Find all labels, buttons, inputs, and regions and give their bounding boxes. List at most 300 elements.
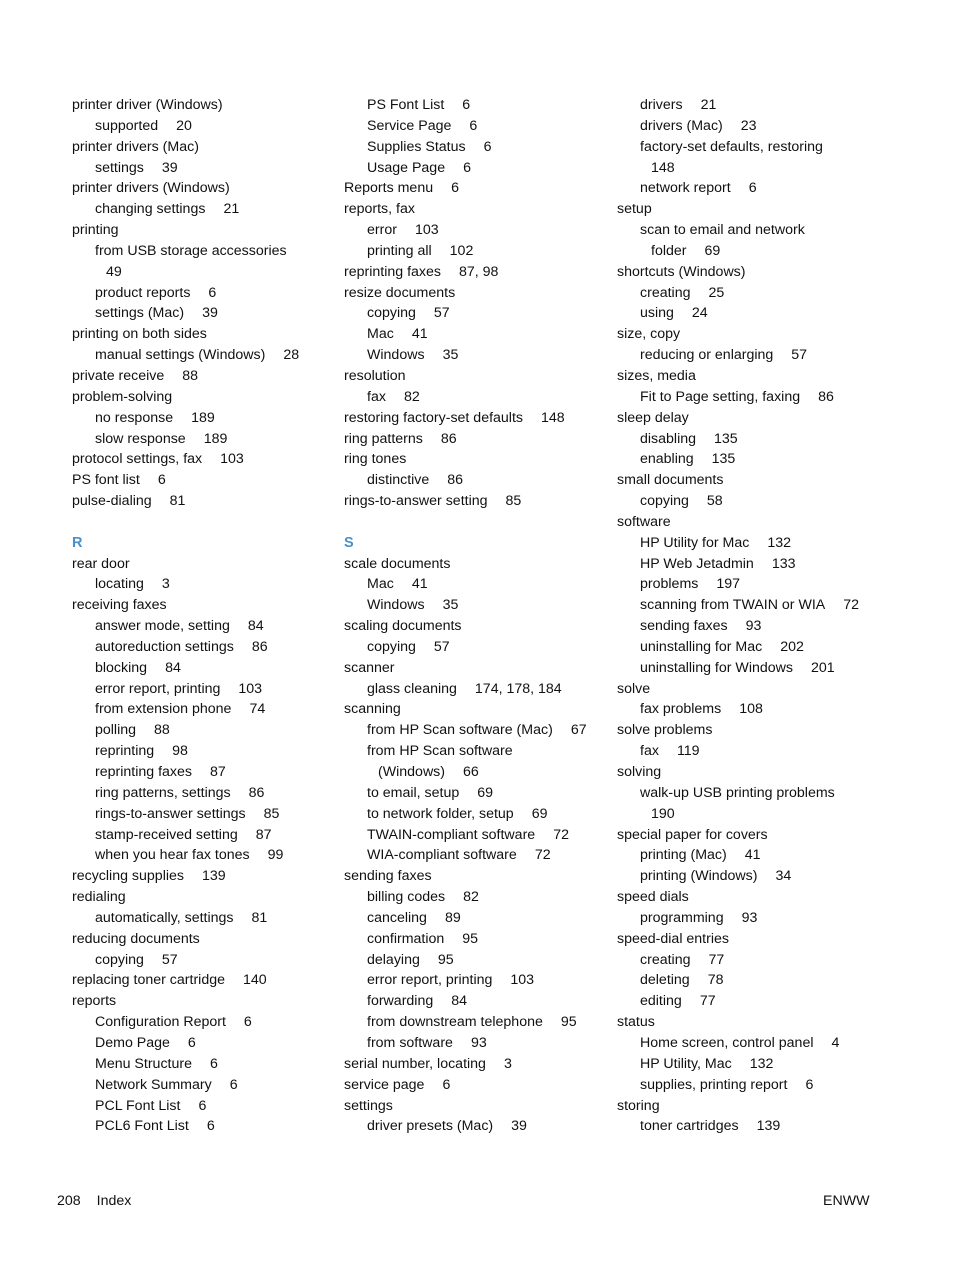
entry-term: solving	[617, 764, 662, 780]
index-entry	[344, 491, 606, 512]
page-reference: 6	[748, 180, 757, 197]
entry-term: PCL Font List	[95, 1097, 181, 1114]
index-subentry	[617, 866, 917, 887]
entry-term: confirmation	[367, 930, 445, 947]
index-subentry	[72, 1033, 334, 1054]
entry-term: PS Font List	[367, 97, 445, 113]
page-reference: 6	[198, 1097, 207, 1114]
page-reference: 85	[505, 493, 522, 510]
section-name: Index	[96, 1193, 132, 1209]
entry-term: scaling documents	[344, 618, 462, 635]
entry-term: editing	[640, 993, 682, 1010]
entry-term: from extension phone	[95, 701, 232, 718]
index-entry	[344, 1054, 606, 1075]
index-entry	[617, 929, 917, 950]
entry-term: printing on both sides	[72, 326, 207, 343]
page-reference: 39	[161, 159, 178, 176]
entry-term: printing all	[367, 242, 432, 259]
index-entry	[617, 324, 917, 345]
page-reference: 41	[744, 847, 761, 864]
index-entry	[344, 1075, 606, 1096]
index-column-1	[72, 95, 334, 1137]
entry-term: reports, fax	[344, 201, 415, 218]
index-entry	[344, 178, 606, 199]
entry-term: Windows	[367, 347, 425, 364]
index-subentry	[344, 970, 606, 991]
entry-term: Usage Page	[367, 159, 446, 176]
page-reference: 82	[403, 388, 420, 405]
page-reference: 6	[157, 472, 166, 489]
page-reference: 34	[775, 868, 792, 885]
index-entry	[617, 720, 917, 741]
entry-term: TWAIN-compliant software	[367, 826, 536, 843]
index-subentry	[344, 324, 606, 345]
entry-term: supported	[95, 117, 159, 134]
entry-term: rear door	[72, 555, 130, 572]
page-reference: 6	[805, 1076, 814, 1093]
index-subentry	[344, 908, 606, 929]
page-reference: 108	[739, 701, 763, 718]
page-reference: 93	[745, 618, 762, 635]
entry-term: recycling supplies	[72, 868, 184, 885]
index-entry	[617, 825, 917, 846]
page-reference: 6	[469, 117, 478, 134]
page-reference: 189	[203, 430, 228, 447]
index-entry	[72, 220, 334, 241]
page-reference: 4	[831, 1034, 840, 1051]
entry-term: from downstream telephone	[367, 1014, 543, 1031]
index-entry	[72, 137, 334, 158]
page-footer-right	[823, 1191, 870, 1211]
entry-term: printer drivers (Windows)	[72, 180, 230, 197]
entry-term: toner cartridges	[640, 1118, 739, 1135]
index-subentry	[72, 283, 334, 304]
index-subentry	[72, 720, 334, 741]
index-subentry	[72, 241, 334, 262]
page-reference: 72	[534, 847, 551, 864]
entry-term: small documents	[617, 472, 724, 489]
page-reference: 95	[437, 951, 454, 968]
index-entry	[617, 679, 917, 700]
index-entry	[344, 429, 606, 450]
entry-term: printing (Mac)	[640, 847, 727, 864]
page-reference: 99	[267, 847, 284, 864]
page-reference: 24	[691, 305, 708, 322]
entry-term: private receive	[72, 367, 165, 384]
page-reference: 86	[447, 472, 464, 489]
entry-term: reducing or enlarging	[640, 347, 774, 364]
index-subentry	[72, 1116, 334, 1137]
entry-term: settings	[95, 159, 144, 176]
index-subentry	[72, 783, 334, 804]
entry-term: slow response	[95, 430, 186, 447]
entry-term: 148	[651, 159, 675, 176]
index-subentry	[344, 345, 606, 366]
entry-term: rings-to-answer setting	[344, 493, 488, 510]
entry-term: HP Utility for Mac	[640, 534, 750, 551]
entry-term: restoring factory-set defaults	[344, 409, 523, 426]
entry-term: special paper for covers	[617, 826, 768, 843]
index-entry	[344, 262, 606, 283]
index-continuation	[617, 804, 917, 825]
index-subentry	[617, 783, 917, 804]
page-reference: 57	[791, 347, 808, 364]
index-entry	[344, 699, 606, 720]
page-reference: 69	[531, 805, 548, 822]
index-subentry	[72, 1012, 334, 1033]
page-reference: 132	[767, 534, 791, 551]
entry-term: distinctive	[367, 472, 430, 489]
entry-term: speed-dial entries	[617, 930, 729, 947]
page-reference: 98	[172, 743, 188, 760]
page-reference: 35	[442, 597, 459, 614]
entry-term: copying	[367, 305, 416, 322]
entry-term: reprinting faxes	[344, 263, 441, 280]
index-subentry	[72, 1054, 334, 1075]
index-subentry	[617, 554, 917, 575]
entry-term: error report, printing	[95, 680, 221, 697]
entry-term: stamp-received setting	[95, 826, 238, 843]
index-subentry	[72, 637, 334, 658]
page-reference: 88	[182, 367, 199, 384]
entry-term: sizes, media	[617, 367, 696, 384]
entry-term: automatically, settings	[95, 909, 234, 926]
index-subentry	[344, 470, 606, 491]
index-subentry	[72, 741, 334, 762]
page-reference: 39	[511, 1118, 527, 1135]
entry-term: storing	[617, 1097, 660, 1114]
index-subentry	[72, 574, 334, 595]
page-reference: 6	[187, 1034, 196, 1051]
index-column-3	[617, 95, 917, 1137]
page-reference: 86	[818, 388, 834, 405]
index-subentry	[617, 491, 917, 512]
page-reference: 103	[414, 222, 439, 239]
entry-term: enabling	[640, 451, 694, 468]
index-entry	[344, 616, 606, 637]
entry-term: deleting	[640, 972, 690, 989]
entry-term: reducing documents	[72, 930, 200, 947]
index-subentry	[617, 95, 917, 116]
index-subentry	[72, 616, 334, 637]
index-continuation	[617, 241, 917, 262]
entry-term: Mac	[367, 326, 394, 343]
entry-term: reprinting faxes	[95, 764, 192, 780]
entry-term: ring patterns	[344, 430, 423, 447]
index-entry	[72, 387, 334, 408]
entry-term: printing	[72, 222, 119, 239]
index-entry	[344, 658, 606, 679]
entry-term: to email, setup	[367, 784, 460, 801]
page-reference: 93	[470, 1034, 487, 1051]
index-subentry	[617, 1116, 917, 1137]
entry-term: reports	[72, 993, 117, 1010]
entry-term: Network Summary	[95, 1076, 212, 1093]
entry-term: drivers	[640, 97, 683, 113]
index-subentry	[344, 804, 606, 825]
index-subentry	[72, 158, 334, 179]
entry-term: copying	[367, 638, 416, 655]
index-subentry	[617, 699, 917, 720]
page-reference: 132	[749, 1055, 774, 1072]
index-entry	[72, 470, 334, 491]
index-subentry	[72, 825, 334, 846]
entry-term: from HP Scan software (Mac)	[367, 722, 553, 739]
entry-term: WIA-compliant software	[367, 847, 517, 864]
page-reference: 21	[223, 201, 240, 218]
index-entry	[72, 554, 334, 575]
entry-term: supplies, printing report	[640, 1076, 788, 1093]
index-continuation	[344, 762, 606, 783]
page-reference: 103	[220, 451, 244, 468]
entry-term: settings	[344, 1097, 393, 1114]
page-reference: 72	[843, 597, 860, 614]
index-subentry	[617, 970, 917, 991]
entry-term: network report	[640, 180, 731, 197]
index-subentry	[344, 783, 606, 804]
index-subentry	[72, 950, 334, 971]
page-reference: 84	[165, 659, 181, 676]
entry-term: sleep delay	[617, 409, 689, 426]
entry-term: PS font list	[72, 472, 140, 489]
entry-term: to network folder, setup	[367, 805, 514, 822]
page-reference: 6	[208, 284, 217, 301]
page-reference: 197	[716, 576, 741, 593]
entry-term: folder	[651, 242, 687, 259]
entry-term: Menu Structure	[95, 1055, 192, 1072]
index-subentry	[72, 699, 334, 720]
page-reference: 139	[756, 1118, 781, 1135]
page-reference: 103	[238, 680, 263, 697]
page-reference: 23	[740, 117, 757, 134]
entry-term: ring patterns, settings	[95, 784, 231, 801]
index-entry	[617, 762, 917, 783]
entry-term: size, copy	[617, 326, 681, 343]
page-reference: 201	[810, 659, 835, 676]
index-subentry	[344, 950, 606, 971]
entry-term: redialing	[72, 889, 126, 906]
page-reference: 81	[251, 909, 268, 926]
index-subentry	[72, 1075, 334, 1096]
index-subentry	[617, 908, 917, 929]
index-subentry	[617, 1033, 917, 1054]
entry-term: driver presets (Mac)	[367, 1118, 494, 1135]
entry-term: 190	[651, 805, 675, 822]
entry-term: factory-set defaults, restoring	[640, 138, 823, 155]
page-reference: 95	[462, 930, 479, 947]
entry-term: no response	[95, 409, 174, 426]
index-subentry	[344, 220, 606, 241]
entry-term: printer drivers (Mac)	[72, 138, 199, 155]
entry-term: Reports menu	[344, 180, 434, 197]
entry-term: settings (Mac)	[95, 305, 185, 322]
entry-term: rings-to-answer settings	[95, 805, 246, 822]
index-subentry	[617, 283, 917, 304]
index-entry	[72, 866, 334, 887]
index-subentry	[344, 158, 606, 179]
index-subentry	[344, 1033, 606, 1054]
index-subentry	[72, 345, 334, 366]
page-reference: 25	[708, 284, 725, 301]
index-subentry	[617, 1054, 917, 1075]
entry-term: replacing toner cartridge	[72, 972, 225, 989]
page-reference: 103	[510, 972, 535, 989]
index-entry	[72, 324, 334, 345]
index-subentry	[617, 533, 917, 554]
entry-term: autoreduction settings	[95, 638, 234, 655]
page-reference: 6	[463, 159, 471, 176]
index-subentry	[344, 574, 606, 595]
entry-term: product reports	[95, 284, 191, 301]
entry-term: Fit to Page setting, faxing	[640, 388, 801, 405]
page-reference: 102	[449, 242, 474, 259]
index-subentry	[617, 574, 917, 595]
index-entry	[617, 1096, 917, 1117]
index-subentry	[617, 429, 917, 450]
entry-term: HP Utility, Mac	[640, 1055, 732, 1072]
document-code: ENWW	[823, 1193, 870, 1209]
entry-term: serial number, locating	[344, 1055, 486, 1072]
page-reference: 139	[201, 868, 226, 885]
index-subentry	[344, 637, 606, 658]
index-entry	[72, 991, 334, 1012]
entry-term: copying	[640, 493, 689, 510]
index-subentry	[617, 741, 917, 762]
index-subentry	[72, 804, 334, 825]
entry-term: 49	[106, 263, 122, 280]
entry-term: reprinting	[95, 743, 155, 760]
page-reference: 41	[411, 326, 428, 343]
index-subentry	[617, 116, 917, 137]
index-subentry	[72, 908, 334, 929]
index-entry	[617, 408, 917, 429]
index-subentry	[617, 1075, 917, 1096]
entry-term: shortcuts (Windows)	[617, 263, 746, 280]
page-reference: 135	[714, 430, 738, 447]
entry-term: Configuration Report	[95, 1014, 226, 1031]
index-subentry	[617, 637, 917, 658]
index-subentry	[344, 387, 606, 408]
index-subentry	[617, 387, 917, 408]
index-subentry	[72, 303, 334, 324]
page-reference: 28	[283, 347, 300, 364]
page-reference: 89	[444, 909, 461, 926]
entry-term: printing (Windows)	[640, 868, 758, 885]
entry-term: solve problems	[617, 722, 713, 739]
entry-term: Windows	[367, 597, 425, 614]
entry-term: uninstalling for Windows	[640, 659, 793, 676]
entry-term: uninstalling for Mac	[640, 638, 763, 655]
entry-term: resize documents	[344, 284, 456, 301]
page-reference: 3	[161, 576, 170, 593]
index-entry	[617, 470, 917, 491]
entry-term: solve	[617, 680, 651, 697]
index-subentry	[617, 845, 917, 866]
entry-term: locating	[95, 576, 144, 593]
page-reference: 74	[249, 701, 266, 718]
page-reference: 6	[462, 97, 471, 113]
entry-term: blocking	[95, 659, 148, 676]
page-reference: 82	[463, 889, 479, 906]
page-reference: 87	[255, 826, 272, 843]
index-column-2	[344, 95, 606, 1137]
entry-term: error report, printing	[367, 972, 493, 989]
entry-term: creating	[640, 284, 691, 301]
page-reference: 41	[411, 576, 428, 593]
entry-term: error	[367, 222, 397, 239]
page-reference: 3	[503, 1055, 512, 1072]
entry-term: PCL6 Font List	[95, 1118, 189, 1135]
entry-term: service page	[344, 1076, 425, 1093]
index-entry	[344, 554, 606, 575]
page-reference: 69	[704, 242, 721, 259]
page-reference: 57	[433, 638, 450, 655]
page-reference: 133	[771, 555, 796, 572]
index-subentry	[344, 1012, 606, 1033]
page-reference: 84	[247, 618, 264, 635]
entry-term: changing settings	[95, 201, 206, 218]
page-reference: 119	[676, 743, 700, 760]
entry-term: problem-solving	[72, 388, 173, 405]
letter-header: R	[72, 534, 83, 551]
page-reference: 6	[206, 1118, 215, 1135]
entry-term: scanner	[344, 659, 395, 676]
index-entry	[72, 929, 334, 950]
index-entry	[72, 595, 334, 616]
index-subentry	[617, 595, 917, 616]
index-entry	[344, 866, 606, 887]
entry-term: Supplies Status	[367, 138, 466, 155]
index-subentry	[344, 741, 606, 762]
index-subentry	[344, 929, 606, 950]
page-reference: 6	[210, 1055, 218, 1072]
entry-term: billing codes	[367, 889, 446, 906]
entry-term: programming	[640, 909, 724, 926]
index-entry	[344, 1096, 606, 1117]
index-entry	[617, 262, 917, 283]
page-reference: 6	[229, 1076, 238, 1093]
index-entry	[344, 199, 606, 220]
page-reference: 78	[707, 972, 724, 989]
page-reference: 57	[433, 305, 450, 322]
entry-term: from software	[367, 1034, 453, 1051]
page-reference: 57	[161, 951, 178, 968]
page-reference: 95	[560, 1014, 577, 1031]
index-subentry	[72, 408, 334, 429]
index-subentry	[72, 1096, 334, 1117]
index-entry	[344, 283, 606, 304]
page-reference: 189	[191, 409, 215, 426]
entry-term: drivers (Mac)	[640, 117, 723, 134]
entry-term: scan to email and network	[640, 222, 805, 239]
index-entry	[72, 366, 334, 387]
page-reference: 174, 178, 184	[474, 680, 562, 697]
page-reference: 66	[463, 764, 479, 780]
page-reference: 6	[442, 1076, 451, 1093]
page-reference: 20	[176, 117, 192, 134]
index-entry	[617, 887, 917, 908]
index-subentry	[72, 762, 334, 783]
letter-header: S	[344, 534, 354, 551]
index-entry	[72, 449, 334, 470]
entry-term: creating	[640, 951, 691, 968]
entry-term: Demo Page	[95, 1034, 170, 1051]
index-subentry	[72, 199, 334, 220]
page-reference: 35	[442, 347, 459, 364]
page-reference: 21	[700, 97, 717, 113]
entry-term: disabling	[640, 430, 697, 447]
page-reference: 77	[699, 993, 716, 1010]
